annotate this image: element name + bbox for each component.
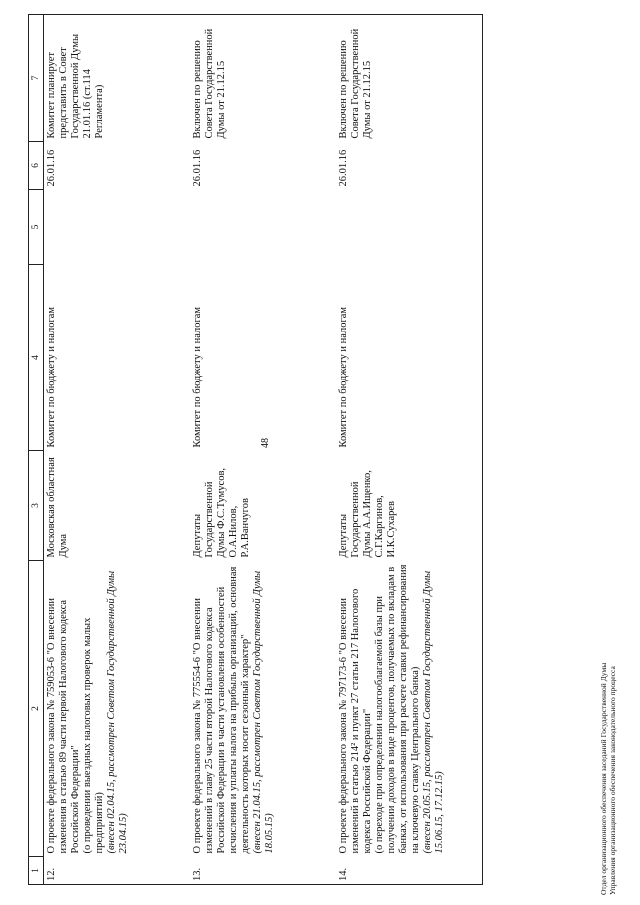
footer [599,525,629,895]
row-number: 13. [190,857,336,885]
review-date: 26.01.16 [44,142,191,190]
bill-subtitle: (о переходе при определении налогооблагаемой базы при получении доходов в виде процентов, получаемых по вкладам в банках, от использования при расчете ставки рефинансирования на ключевую ставку Центрального банка) [374,564,421,854]
status-note: Комитет планирует представить в Совет Государственной Думы 21.01.16 (ст.114 Регламента) [44,15,191,142]
header-col-6: 6 [29,142,44,190]
bill-author: Депутаты Государственной Думы А.А.Ищенко, С.Г.Каргинов, И.К.Сухарев [336,451,483,561]
bill-description [336,561,483,857]
col5-cell [190,190,336,265]
review-date: 26.01.16 [192,149,203,187]
status-note: Включен по решению Совета Государственной Думы от 21.12.15 [190,15,336,142]
responsible-committee: Комитет по бюджету и налогам [336,265,483,451]
col5-cell [336,190,483,265]
table-row [190,15,336,885]
bill-description [44,561,191,857]
footer-line-2: Управления организационного обеспечения законодательного процесса [608,666,617,895]
header-col-4: 4 [29,265,44,451]
header-row [29,15,44,885]
bill-note: (внесен 20.05.15, рассмотрен Советом Государственной Думы 15.06.15, 17.12.15) [422,570,445,854]
bill-subtitle: (о проведении выездных налоговых проверок малых предприятий) [82,617,105,854]
table-row [44,15,191,885]
row-number: 12. [44,857,191,885]
header-col-7: 7 [29,15,44,142]
bill-title: О проекте федерального закона № 759053-6 "О внесении изменения в статью 89 части первой Налогового кодекса Российской Федерации" [46,598,81,854]
responsible-committee: Комитет по бюджету и налогам [192,306,203,448]
header-col-3: 3 [29,451,44,561]
header-col-1: 1 [29,857,44,885]
responsible-committee: Комитет по бюджету и налогам [44,265,191,451]
status-note: Включен по решению Совета Государственной Думы от 21.12.15 [336,15,483,142]
row-number: 14. [336,857,483,885]
bill-description [190,561,336,857]
bill-author: Депутаты Государственной Думы Ф.С.Тумусов, О.А.Нилов, Р.А.Ванчугов [192,467,251,558]
header-col-2: 2 [29,561,44,857]
bill-author: Московская областная Дума [44,451,191,561]
footer-line-1: Отдел организационного обеспечения заседаний Государственной Думы [599,662,608,895]
review-date: 26.01.16 [336,142,483,190]
table-row [336,15,483,885]
bill-note: (внесен 21.04.15, рассмотрен Советом Государственной Думы 18.05.15) [252,570,275,854]
header-col-5: 5 [29,190,44,265]
rotated-table-container [28,15,628,885]
col5-cell [44,190,191,265]
bill-note: (внесен 02.04.15, рассмотрен Советом Государственной Думы 23.04.15) [106,570,129,854]
bill-title: О проекте федерального закона № 775554-6 "О внесении изменений в главу 25 части второй Налогового кодекса Российской Федерации в части установления особенностей исчисления и уплаты налога на прибыль организаций, основная деятельность которых носит сезонный характер" [192,566,251,854]
agenda-table [28,14,483,885]
page-number: 48 [260,438,271,448]
bill-title: О проекте федерального закона № 797173-6 "О внесении изменений в статью 214² и пункт 27 статьи 217 Налогового кодекса Российской Федерации" [338,588,373,854]
